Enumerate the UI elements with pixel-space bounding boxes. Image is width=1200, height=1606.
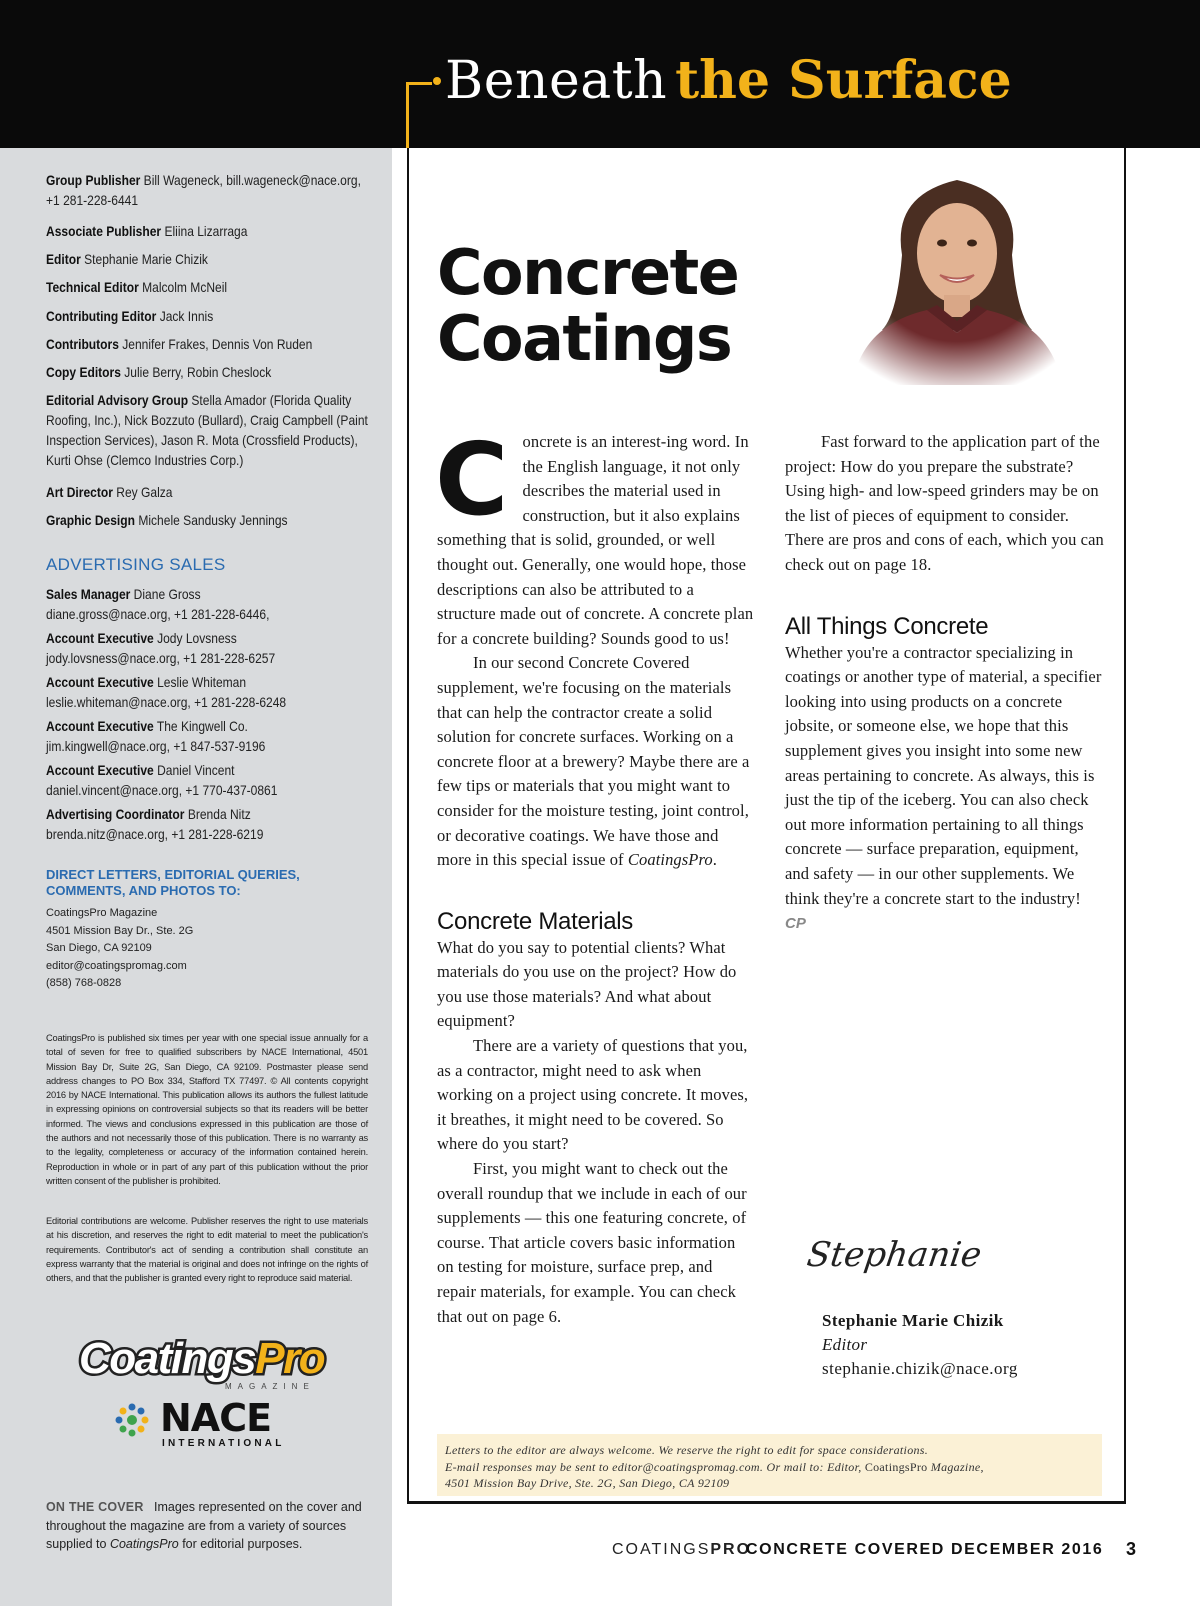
masthead-entry — [46, 170, 373, 210]
article-paragraph: oncrete is an interest-ing word. In the English language, it not only describes the material used in construction, but it also explains something that is solid, grounded, or well thought out. Generally, one would hope, those descriptions can also be attributed to a structure made out of concrete. A concrete plan for a concrete building? Sounds good to us! — [437, 432, 754, 648]
article-column-right — [785, 430, 1105, 937]
ad-contact-name: The Kingwell Co. — [156, 718, 248, 734]
ad-contact-info: brenda.nitz@nace.org, +1 281-228-6219 — [46, 826, 264, 842]
masthead-entry — [46, 334, 373, 354]
address-line: 4501 Mission Bay Dr., Ste. 2G — [46, 924, 194, 937]
ad-contact — [46, 804, 373, 844]
masthead-text: Julie Berry, Robin Cheslock — [124, 364, 272, 380]
ad-contact-info: leslie.whiteman@nace.org, +1 281-228-6248 — [46, 694, 287, 710]
editor-portrait-image — [832, 155, 1082, 385]
masthead-text: Jennifer Frakes, Dennis Von Ruden — [122, 336, 313, 352]
frame-rule-bottom — [407, 1501, 1126, 1504]
ad-contact-name: Jody Lovsness — [157, 630, 237, 646]
ad-contact-role: Account Executive — [46, 762, 154, 778]
header-bracket-rule — [406, 82, 409, 148]
subheading-concrete-materials: Concrete Materials — [437, 907, 634, 935]
paragraph-text: Whether you're a contractor specializing in coatings or another type of material, a specifier looking into using products on a concrete jobsite, or someone else, we hope that this supplement gives you insight into some new areas pertaining to concrete. As always, this is just the tip of the iceberg. You can also check out more information pertaining to all things concrete — surface preparation, equipment, and safety — in our other supplements. We think they're a concrete start to the industry! — [785, 642, 1102, 908]
signature-script: Stephanie — [804, 1235, 984, 1275]
article-paragraph — [785, 641, 1105, 937]
ad-contact-role: Account Executive — [46, 718, 154, 734]
address-email: editor@coatingspromag.com — [46, 959, 187, 972]
masthead-role: Editor — [46, 251, 81, 267]
masthead-text: Rey Galza — [116, 484, 173, 500]
ad-contact-role: Account Executive — [46, 674, 154, 690]
letters-brand: CoatingsPro — [864, 1459, 928, 1474]
cover-note-label: ON THE COVER — [46, 1500, 144, 1514]
publication-notice: CoatingsPro is published six times per year with one special issue annually for a total of seven for free to qualified subscribers by NACE International, 4501 Mission Bay Dr, Suite 2G, San Diego, CA 92109. Postmaster please send address changes to PO Box 334, Stafford TX 77497. © All contents copyright 2016 by NACE International. This publication allows its authors the fullest latitude in expressing opinions on controversial subjects so that its readers will be better informed. The views and conclusions expressed in this publication are those of the authors and not necessarily those of this publication. There is no warranty as to the legality, completeness or accuracy of the information contained herein. Reproduction in whole or in part of any part of this publication without the prior written consent of the publisher is prohibited. — [46, 1033, 368, 1186]
cover-note-text: Images represented on the cover and throughout the magazine are from a variety of sources supplied to — [46, 1500, 362, 1551]
subheading-all-things-concrete: All Things Concrete — [785, 612, 989, 640]
masthead-role: Technical Editor — [46, 279, 139, 295]
editor-name: Stephanie Marie Chizik — [822, 1311, 1004, 1330]
logo-magazine-word: MAGAZINE — [225, 1382, 315, 1391]
letters-text: E-mail responses may be sent to editor@coatingspromag.com. Or mail to: Editor, — [445, 1459, 865, 1474]
nace-word: NACE — [160, 1396, 272, 1440]
masthead-role: Group Publisher — [46, 172, 141, 188]
section-title-light: Beneath — [445, 51, 668, 111]
masthead-entry — [46, 249, 373, 269]
letters-line: 4501 Mission Bay Drive, Ste. 2G, San Diego, CA 92109 — [445, 1476, 730, 1490]
ad-contact-info: jim.kingwell@nace.org, +1 847-537-9196 — [46, 738, 266, 754]
article-paragraph: Fast forward to the application part of the project: How do you prepare the substrate? Using high- and low-speed grinders may be on the list of pieces of equipment to consider. There are pros and cons of each, which you can check out on page 18. — [785, 432, 1104, 574]
masthead-entry — [46, 221, 373, 241]
ad-contact-name: Daniel Vincent — [157, 762, 235, 778]
masthead-text: Malcolm McNeil — [142, 279, 228, 295]
letters-to-editor-box — [437, 1434, 1102, 1496]
ad-contact-name: Diane Gross — [133, 586, 201, 602]
nace-international-word: INTERNATIONAL — [162, 1438, 285, 1449]
paragraph-text-end: . — [712, 850, 717, 870]
nace-logo — [110, 1393, 310, 1451]
masthead-role: Graphic Design — [46, 512, 135, 528]
ad-contact — [46, 584, 373, 624]
masthead-text: Bill Wageneck, bill.wageneck@nace.org, +1 281-228-6441 — [46, 172, 361, 208]
article-column-left — [435, 421, 754, 1329]
address-line: CoatingsPro Magazine — [46, 907, 158, 919]
nace-emblem-icon — [116, 1404, 149, 1437]
letters-line — [445, 1459, 1094, 1476]
masthead-role: Art Director — [46, 484, 113, 500]
editor-signature — [804, 1222, 984, 1288]
section-title-bold: the Surface — [675, 50, 1012, 111]
end-mark: CP — [785, 915, 807, 933]
mailing-address — [46, 905, 193, 993]
ad-contact-name: Leslie Whiteman — [157, 674, 247, 690]
cover-note — [46, 1498, 376, 1554]
editor-title: Editor — [822, 1335, 868, 1354]
masthead-role: Contributors — [46, 336, 119, 352]
masthead-entry — [46, 362, 373, 382]
masthead-entry — [46, 390, 373, 470]
article-headline — [437, 236, 739, 375]
ad-contact — [46, 628, 373, 668]
ad-contact-info: daniel.vincent@nace.org, +1 770-437-0861 — [46, 782, 278, 798]
masthead-text: Michele Sandusky Jennings — [138, 512, 288, 528]
headline-line: Concrete — [437, 236, 739, 309]
ad-contact — [46, 760, 373, 800]
footer-magazine-name — [612, 1541, 751, 1559]
masthead-text: Jack Innis — [159, 308, 214, 324]
paragraph-text: In our second Concrete Covered supplement, we're focusing on the materials that can help the contractor create a solid solution for concrete surfaces. Working on a concrete floor at a brewery? Maybe there are a few tips or materials that you might want to consider for the moisture testing, joint control, or decorative coatings. We have those and more in this special issue of — [437, 653, 750, 870]
ad-contact-role: Sales Manager — [46, 586, 131, 602]
ad-contact-role: Account Executive — [46, 630, 154, 646]
footer-mag-thin: COATINGS — [612, 1541, 711, 1558]
masthead-text: Stella Amador (Florida Quality Roofing, Inc.), Nick Bozzuto (Bullard), Craig Campbell (Paint Inspection Services), Jason R. Mota (Crossfield Products), Kurti Ohse (Clemco Industries Corp.) — [46, 392, 368, 468]
footer-mag-bold: PRO — [710, 1541, 752, 1558]
footer-issue: CONCRETE COVERED DECEMBER 2016 — [746, 1541, 1104, 1558]
ad-contact — [46, 716, 373, 756]
address-line: San Diego, CA 92109 — [46, 942, 152, 954]
frame-rule-right — [1124, 148, 1126, 1504]
logo-pro-word: Pro — [255, 1334, 325, 1383]
letters-text-end: Magazine, — [927, 1459, 984, 1474]
masthead-role: Copy Editors — [46, 364, 121, 380]
ad-contact-info: diane.gross@nace.org, +1 281-228-6446, — [46, 606, 270, 622]
letters-line: Letters to the editor are always welcome. We reserve the right to edit for space considerations. — [445, 1443, 929, 1457]
coatingspro-logo — [75, 1327, 345, 1395]
masthead-entry — [46, 277, 373, 297]
masthead-entry — [46, 306, 373, 326]
ad-contact-role: Advertising Coordinator — [46, 806, 185, 822]
masthead-entry — [46, 482, 373, 502]
logo-coatings-word: Coatings — [79, 1334, 256, 1383]
advertising-heading: ADVERTISING SALES — [46, 555, 226, 574]
ad-contact — [46, 672, 373, 712]
masthead-entry — [46, 510, 373, 530]
section-title — [445, 50, 1012, 113]
headline-line: Coatings — [437, 302, 732, 375]
frame-rule-left — [407, 148, 409, 1504]
drop-cap: C — [435, 421, 509, 538]
cover-note-brand: CoatingsPro — [109, 1537, 179, 1551]
article-paragraph: What do you say to potential clients? What materials do you use on the project? How do you use those materials? And what about equipment? — [437, 937, 737, 1031]
paragraph-brand: CoatingsPro — [627, 850, 713, 870]
masthead-role: Associate Publisher — [46, 223, 162, 239]
address-phone: (858) 768-0828 — [46, 977, 122, 989]
masthead-text: Eliina Lizarraga — [164, 223, 248, 239]
article-paragraph: There are a variety of questions that you, as a contractor, might need to ask when working on a project using concrete. It moves, it breathes, it might need to be covered. So where do you start? — [437, 1036, 749, 1154]
masthead-role: Editorial Advisory Group — [46, 392, 189, 408]
direct-letters-heading: DIRECT LETTERS, EDITORIAL QUERIES, COMMENTS, AND PHOTOS TO: — [46, 867, 300, 898]
article-paragraph — [437, 651, 754, 872]
ad-contact-info: jody.lovsness@nace.org, +1 281-228-6257 — [46, 650, 276, 666]
masthead-text: Stephanie Marie Chizik — [84, 251, 208, 267]
page-number: 3 — [1126, 1539, 1137, 1559]
header-bracket-dot — [433, 77, 441, 85]
svg-text:CoatingsPro — [79, 1334, 325, 1383]
cover-note-text-end: for editorial purposes. — [178, 1537, 303, 1551]
editor-email[interactable]: stephanie.chizik@nace.org — [822, 1359, 1018, 1378]
article-paragraph: First, you might want to check out the overall roundup that we include in each of our supplements — this one featuring concrete, of course. That article covers basic information on testing for moisture, surface prep, and repair materials, for example. You can check that out on page 6. — [437, 1159, 747, 1326]
masthead-role: Contributing Editor — [46, 308, 157, 324]
header-bracket — [406, 82, 432, 85]
ad-contact-name: Brenda Nitz — [187, 806, 251, 822]
contribution-notice: Editorial contributions are welcome. Publisher reserves the right to use materials at his discretion, and reserves the right to edit material to meet the publication's requirements. Contributor's act of sending a contribution shall constitute an express warranty that the material is original and does not infringe on the rights of others, and that the publisher is granted every right to reproduce said material. — [46, 1216, 368, 1284]
